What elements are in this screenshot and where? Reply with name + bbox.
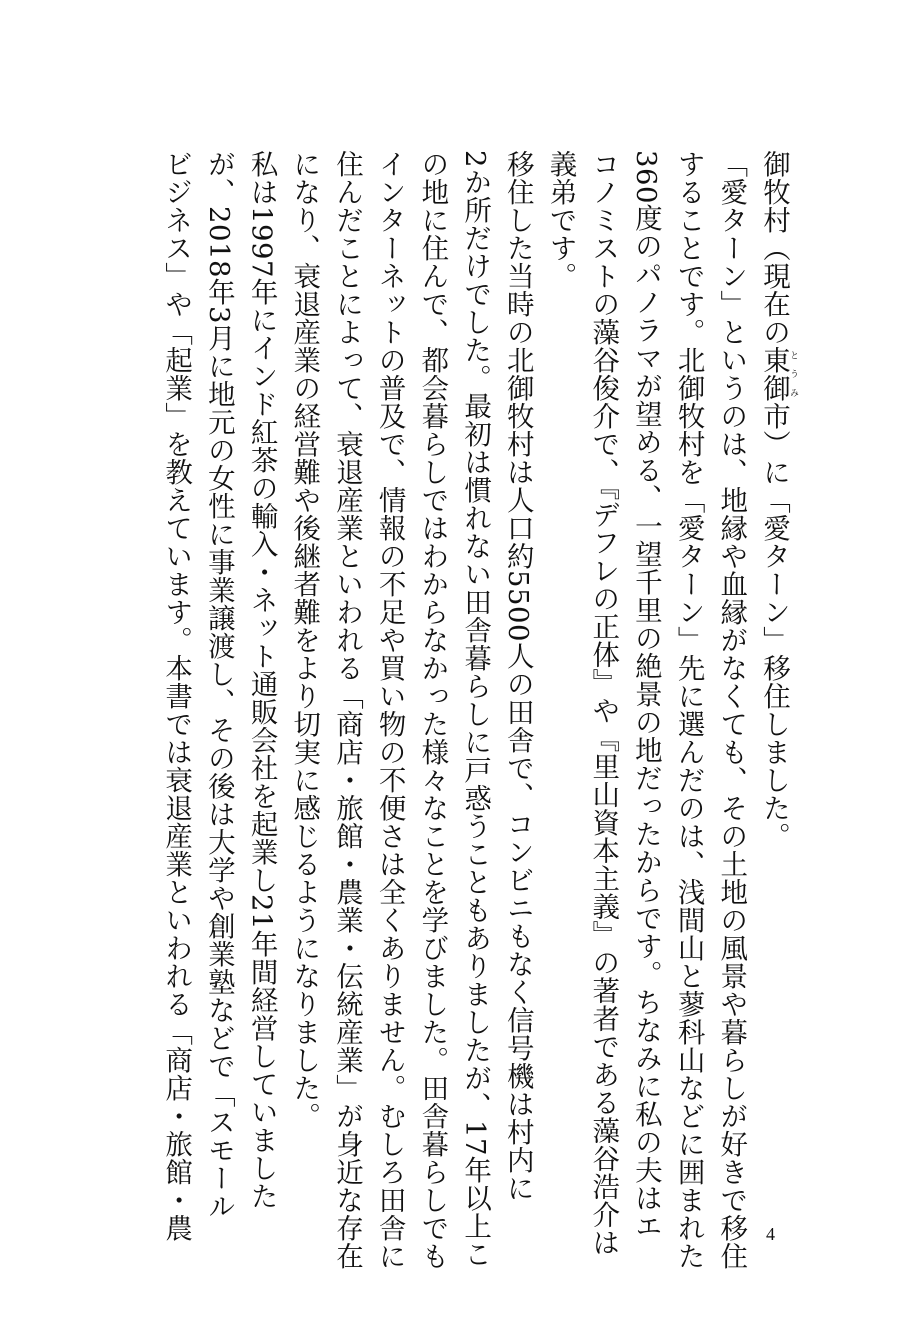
text-line-11: 住んだことによって、衰退産業といわれる「商店・旅館・農業・伝統産業」が身近な存在	[330, 150, 363, 1270]
text-line-14: が、2018年3月に地元の女性に事業譲渡し、その後は大学や創業塾などで「スモール	[202, 150, 235, 1220]
text-line-15: ビジネス」や「起業」を教えています。本書では衰退産業といわれる「商店・旅館・農	[160, 150, 193, 1242]
text-line-4: 360度のパノラマが望める、一望千里の絶景の地だったからです。ちなみに私の夫はエ	[629, 150, 662, 1240]
text-line-9: の地に住んで、都会暮らしではわからなかった様々なことを学びました。田舎暮らしでも	[416, 150, 449, 1270]
page-number: 4	[766, 1224, 775, 1244]
text-line-5: コノミストの藻谷俊介で、『デフレの正体』や『里山資本主義』の著者である藻谷浩介は	[587, 150, 620, 1257]
text-line-6: 義弟です。	[544, 150, 577, 290]
ruby-reading: 東御とうみ	[758, 346, 798, 402]
text-line-1: 御牧村（現在の東御とうみ市）に「愛ターン」移住しました。	[758, 150, 798, 850]
text-line-10: インターネットの普及で、情報の不足や買い物の不便さは全くありません。むしろ田舎に	[373, 150, 406, 1270]
text-line-13: 私は1997年にインド紅茶の輸入・ネット通販会社を起業し21年間経営していました	[245, 150, 278, 1210]
text-line-2: 「愛ターン」というのは、地縁や血縁がなくても、その土地の風景や暮らしが好きで移住	[715, 150, 748, 1270]
text-line-12: になり、衰退産業の経営難や後継者難をより切実に感じるようになりました。	[288, 150, 321, 1130]
text-line-8: 2か所だけでした。最初は慣れない田舎暮らしに戸惑うこともありましたが、17年以上こ	[459, 150, 492, 1268]
body-text	[154, 150, 798, 1270]
text-line-7: 移住した当時の北御牧村は人口約5500人の田舎で、コンビニもなく信号機は村内に	[501, 150, 534, 1202]
text-line-3: することです。北御牧村を「愛ターン」先に選んだのは、浅間山と蓼科山などに囲まれた	[672, 150, 705, 1270]
